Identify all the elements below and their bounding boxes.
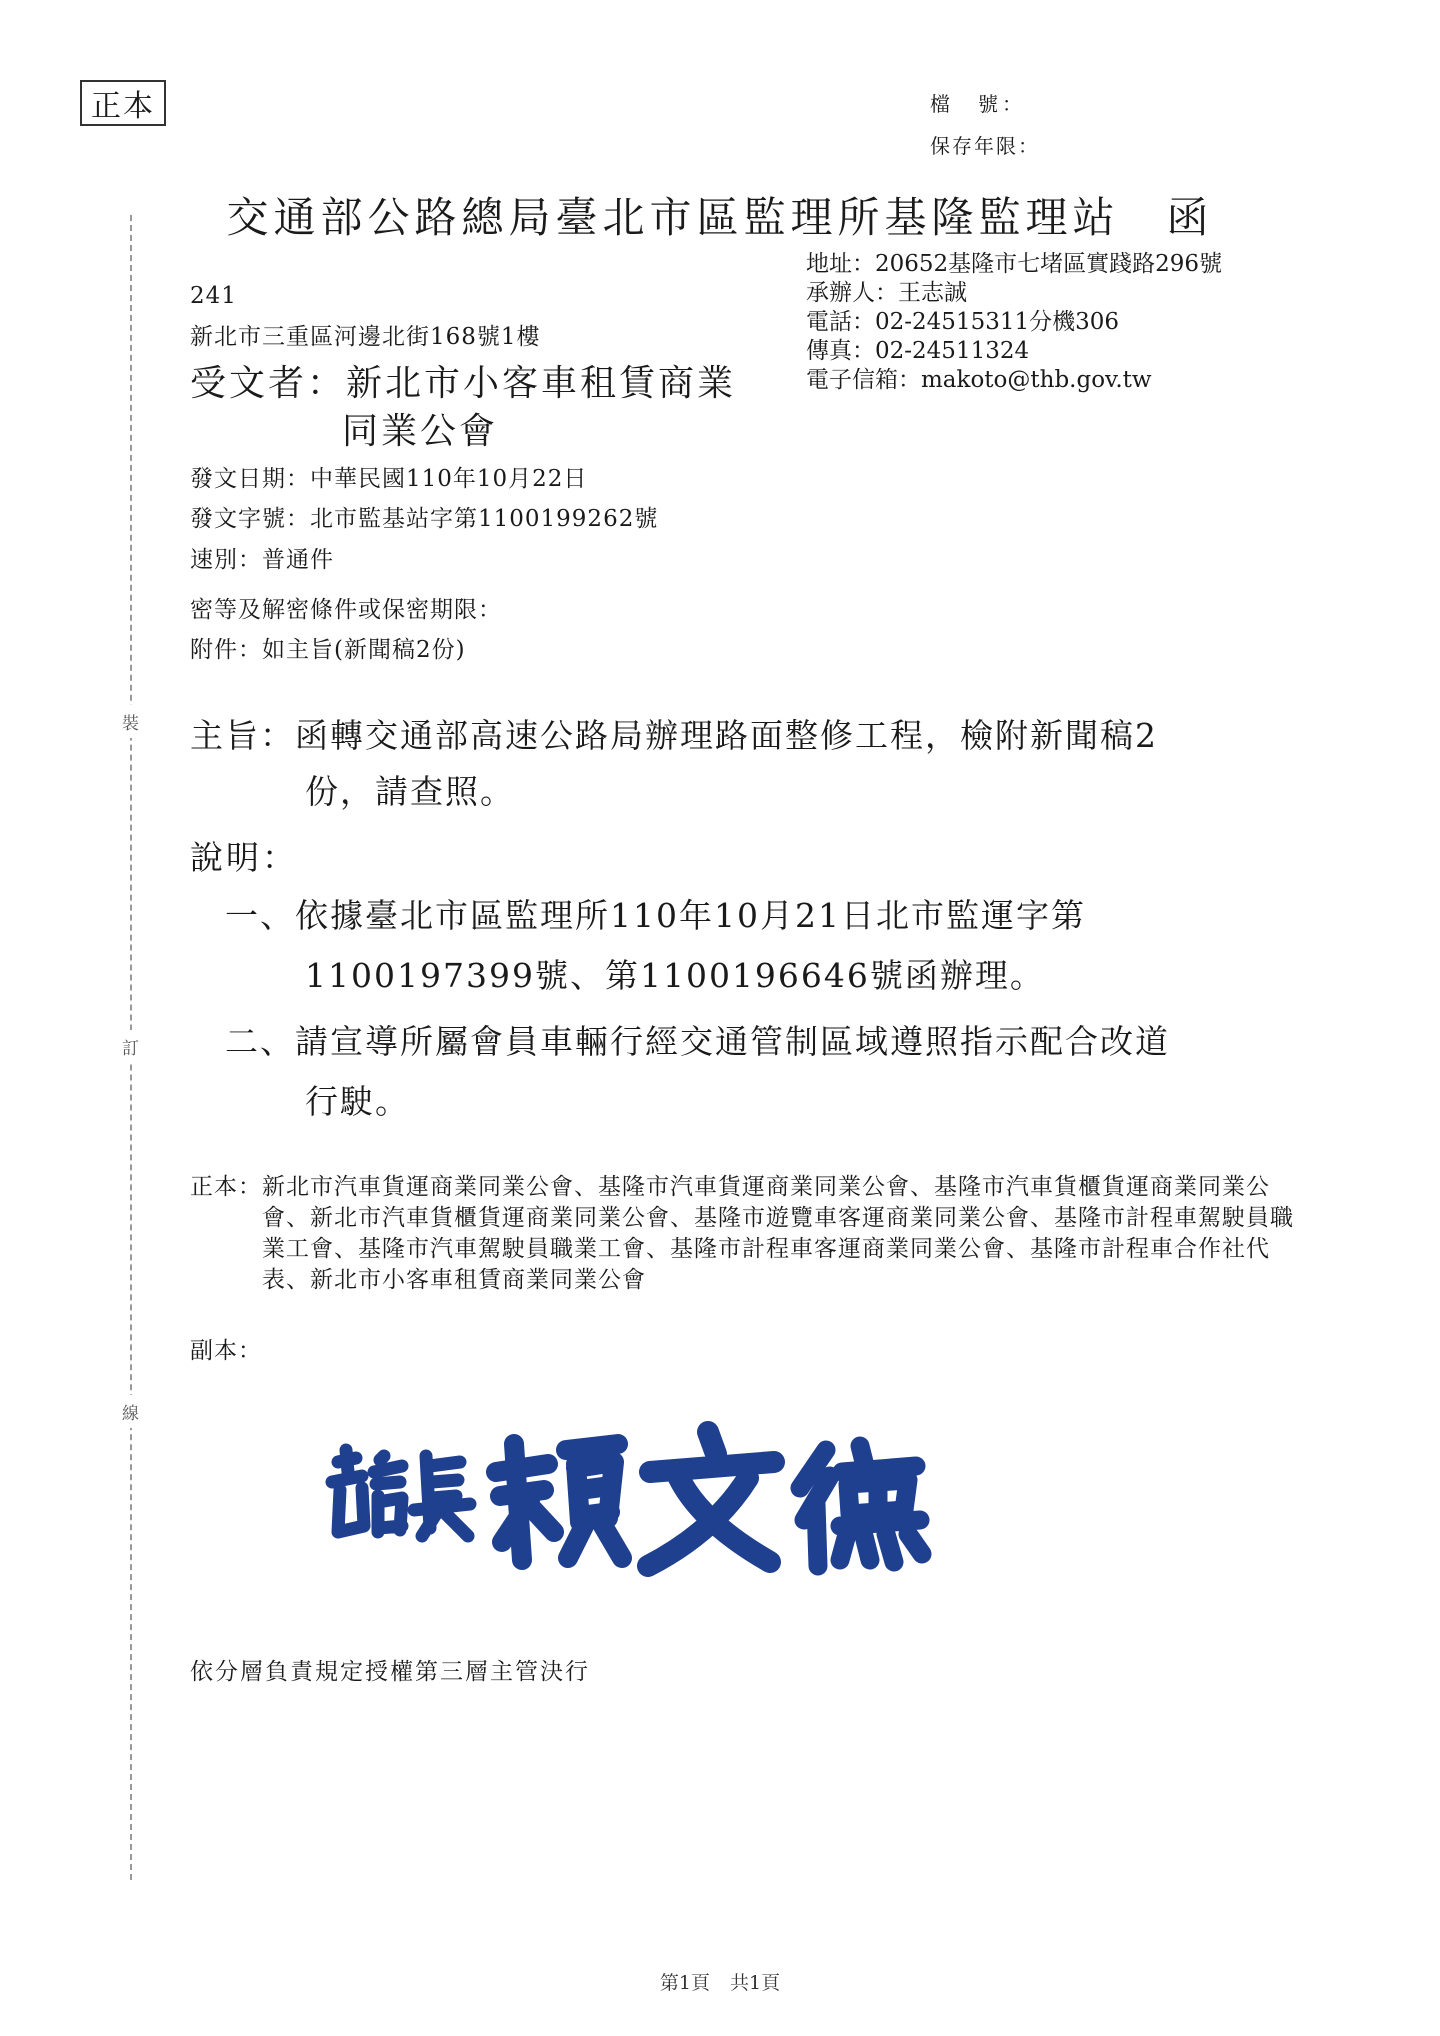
issue-date: 發文日期：中華民國110年10月22日 <box>190 466 588 492</box>
item-line1: 依據臺北市區監理所110年10月21日北市監運字第 <box>295 896 1086 935</box>
sender-phone: 電話：02-24515311分機306 <box>806 309 1120 335</box>
recipient-label: 受文者： <box>190 363 347 404</box>
document-title: 交通部公路總局臺北市區監理所基隆監理站 函 <box>226 193 1214 242</box>
explanation-label: 說明： <box>190 838 298 877</box>
sender-block <box>806 250 1222 395</box>
subject <box>190 708 1290 820</box>
attachment: 附件：如主旨(新聞稿2份) <box>190 637 466 663</box>
main-recipients-text: 新北市汽車貨運商業同業公會、基隆市汽車貨運商業同業公會、基隆市汽車貨櫃貨運商業同業公會、新北市汽車貨櫃貨運商業同業公會、基隆市遊覽車客運商業同業公會、基隆市計程車駕駛員職業工會、基隆市汽車駕駛員職業工會、基隆市計程車客運商業同業公會、基隆市計程車合作社代表、新北市小客車租賃商業同業公會 <box>262 1174 1294 1293</box>
main-recipients-label: 正本： <box>190 1174 262 1200</box>
item-number: 一、 <box>225 896 295 935</box>
page-total: 共1頁 <box>730 1972 781 1994</box>
recipient-name-line1: 新北市小客車租賃商業 <box>346 363 737 404</box>
sender-address: 地址：20652基隆市七堵區實踐路296號 <box>806 251 1223 277</box>
explanation-item <box>225 886 1285 1006</box>
subject-line1: 函轉交通部高速公路局辦理路面整修工程，檢附新聞稿2 <box>295 716 1158 755</box>
binding-char-xian: 線 <box>122 1395 139 1428</box>
retention-label: 保存年限： <box>930 134 1040 158</box>
item-line2: 1100197399號、第1100196646號函辦理。 <box>305 956 1045 995</box>
item-line2: 行駛。 <box>305 1082 410 1121</box>
document-number: 發文字號：北市監基站字第1100199262號 <box>190 506 659 532</box>
recipient-address: 新北市三重區河邊北街168號1樓 <box>190 324 541 350</box>
page-current: 第1頁 <box>659 1972 710 1994</box>
signature-stamp <box>318 1410 938 1590</box>
subject-label: 主旨： <box>190 716 295 755</box>
sender-fax: 傳真：02-24511324 <box>806 338 1030 364</box>
sender-handler: 承辦人：王志誠 <box>806 280 967 306</box>
main-recipients <box>190 1172 1300 1296</box>
subject-line2: 份，請查照。 <box>305 772 515 811</box>
page-indicator <box>0 1968 1440 1995</box>
signature-ink <box>332 1432 922 1566</box>
binding-char-ding: 訂 <box>122 1030 139 1063</box>
speed-class: 速別：普通件 <box>190 547 334 573</box>
binding-char-zhuang: 裝 <box>122 705 139 738</box>
recipient-name-line2: 同業公會 <box>342 411 499 452</box>
sender-email: 電子信箱：makoto@thb.gov.tw <box>806 367 1152 393</box>
item-line1: 請宣導所屬會員車輛行經交通管制區域遵照指示配合改道 <box>295 1022 1170 1061</box>
recipient <box>190 360 736 456</box>
file-number-label: 檔 號： <box>930 92 1026 116</box>
secrecy-level: 密等及解密條件或保密期限： <box>190 597 502 623</box>
cc-label: 副本： <box>190 1338 262 1364</box>
delegation-note: 依分層負責規定授權第三層主管決行 <box>190 1659 590 1685</box>
explanation-item <box>225 1012 1285 1132</box>
copy-mark: 正本 <box>80 80 166 126</box>
item-number: 二、 <box>225 1022 295 1061</box>
recipient-postal-code: 241 <box>190 283 237 309</box>
